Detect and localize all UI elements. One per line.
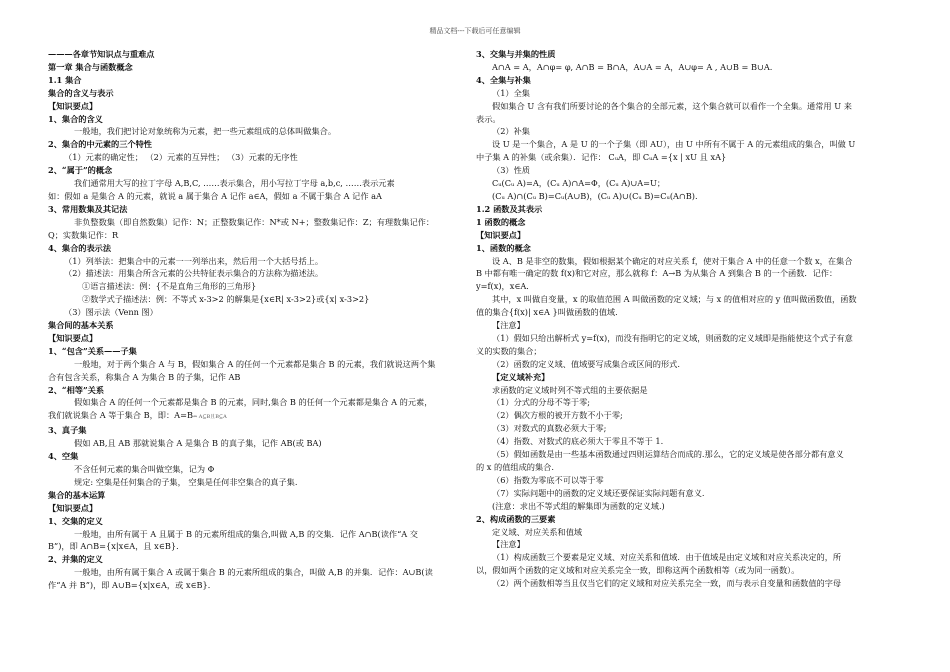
right-line-text: （2）函数的定义域、值域要写成集合或区间的形式.	[492, 358, 680, 369]
left-line	[48, 424, 468, 437]
right-line	[476, 203, 906, 216]
left-line	[48, 463, 468, 476]
left-line-text: 3、真子集	[48, 425, 87, 436]
left-line-text: 4、集合的表示法	[48, 242, 112, 253]
left-line-text: 一般地，由所有属于 A 且属于 B 的元素所组成的集合,叫做 A,B 的交集．记作 A∩B(读作“A 交	[74, 528, 418, 539]
right-line-text: （5）假如函数是由一些基本函数通过四则运算结合而成的.那么，它的定义域是使各部分都有意义	[492, 449, 844, 460]
right-line-text: 以，假如两个函数的定义域和对应关系完全一致，即称这两个函数相等（或为同一函数）。	[476, 565, 800, 576]
right-line-text: 1.2 函数及其表示	[476, 203, 543, 214]
right-line	[476, 293, 906, 306]
right-line-text: 3、交集与并集的性质	[476, 49, 556, 59]
left-line	[48, 553, 468, 566]
right-line-text: 假如集合 U 含有我们所要讨论的各个集合的全部元素，这个集合就可以看作一个全集。通常用 U 来	[492, 100, 852, 111]
right-line	[476, 267, 906, 280]
left-line	[48, 113, 468, 126]
left-line	[48, 306, 468, 319]
left-line-text: （3）图示法（Venn 图）	[64, 307, 158, 318]
right-line	[476, 164, 906, 177]
left-line-text: 1、“包含”关系——子集	[48, 345, 137, 356]
left-line-text: 集合间的基本关系	[48, 320, 114, 331]
left-line	[48, 489, 468, 502]
right-line	[476, 487, 906, 500]
right-line-text: （7）实际问题中的函数的定义域还要保证实际问题有意义.	[492, 487, 705, 498]
left-line-text: 【知识要点】	[48, 332, 98, 343]
right-line-text: 【注意】	[492, 539, 525, 550]
right-line-text: （1）构成函数三个要素是定义域、对应关系和值域．由于值域是由定义域和对应关系决定的，所	[492, 552, 842, 563]
left-line-text: 3、常用数集及其记法	[48, 203, 128, 214]
left-line-text: ———各章节知识点与重难点	[48, 49, 155, 59]
left-line-text: 规定: 空集是任何集合的子集， 空集是任何非空集合的真子集.	[74, 476, 298, 487]
page-header: 精品文档---下载后可任意编辑	[429, 27, 521, 35]
left-line	[48, 450, 468, 463]
right-line	[476, 216, 906, 229]
right-line	[476, 345, 906, 358]
right-line-text: （4）指数、对数式的底必须大于零且不等于 1.	[492, 436, 664, 447]
right-line-text: 其中，x 叫做自变量，x 的取值范围 A 叫做函数的定义域；与 x 的值相对应的 y 值叫做函数值，函数	[492, 294, 857, 305]
right-line	[476, 100, 906, 113]
right-line-text: （1）分式的分母不等于零;	[492, 397, 591, 408]
right-line-text: 义的实数的集合；	[476, 345, 542, 356]
right-line-text: 求函数的定义域时列不等式组的主要依据是	[492, 384, 648, 395]
right-line	[476, 151, 906, 164]
left-line	[48, 332, 468, 345]
left-line-text: 2、并集的定义	[48, 554, 103, 565]
left-line-text: 【知识要点】	[48, 100, 98, 111]
left-line-text: 【知识要点】	[48, 502, 98, 513]
left-line-text: B”)，即 A∩B={x|x∈A，且 x∈B}．	[48, 541, 185, 552]
left-column	[48, 48, 468, 592]
right-line-text: 设 A、B 是非空的数集，假如根据某个确定的对应关系 f，使对于集合 A 中的任意一个数 x，在集合	[492, 255, 853, 266]
left-line	[48, 476, 468, 489]
left-line	[48, 540, 468, 553]
right-line-text: y=f(x)，x∈A．	[476, 281, 535, 292]
left-line	[48, 87, 468, 100]
right-line-text: 【注意】	[492, 320, 525, 331]
right-line	[476, 474, 906, 487]
right-line	[476, 396, 906, 409]
left-line-text: 集合的基本运算	[48, 489, 106, 500]
left-line	[48, 280, 468, 293]
right-line-text: 设 U 是一个集合，A 是 U 的一个子集（即 AU），由 U 中所有不属于 A 的元素组成的集合，叫做 U	[492, 139, 856, 150]
right-line	[476, 422, 906, 435]
right-line	[476, 513, 906, 526]
right-line	[476, 87, 906, 100]
left-line-text: ②数学式子描述法：例：不等式 x-3>2 的解集是{x∈R| x-3>2}或{x| x-3>2}	[82, 294, 370, 305]
right-line-text: 1 函数的概念	[476, 216, 526, 227]
left-line	[48, 190, 468, 203]
right-line	[476, 113, 906, 126]
right-line	[476, 577, 906, 590]
left-line	[48, 319, 468, 332]
left-line-text: 作“A 并 B”)，即 A∪B={x|x∈A，或 x∈B}．	[48, 580, 216, 591]
right-line-text: （3）对数式的真数必须大于零;	[492, 423, 607, 434]
right-column	[476, 48, 906, 590]
left-line-text: 合有包含关系，称集合 A 为集合 B 的子集，记作 AB	[48, 371, 241, 382]
left-line-text: 2、“相等”关系	[48, 384, 105, 395]
left-line-text: 一般地，我们把讨论对象统称为元素，把一些元素组成的总体叫做集合。	[74, 126, 337, 137]
left-line-text: 1、集合的含义	[48, 113, 103, 124]
right-line	[476, 371, 906, 384]
right-line-text: 【定义域补充】	[492, 371, 550, 382]
left-line	[48, 358, 468, 371]
right-line	[476, 242, 906, 255]
right-line	[476, 409, 906, 422]
right-line-text: 的 x 的值组成的集合.	[476, 462, 554, 472]
right-line-text: (注意：求出不等式组的解集即为函数的定义域.)	[492, 500, 665, 511]
right-line	[476, 61, 906, 74]
left-line-text: 第一章 集合与函数概念	[48, 61, 133, 72]
right-line	[476, 500, 906, 513]
left-line-text: 一般地，由所有属于集合 A 或属于集合 B 的元素所组成的集合，叫做 A,B 的并集．记作：A∪B(读	[74, 567, 433, 578]
left-line-text: 2、“属于”的概念	[48, 165, 113, 176]
left-line-text: 我们就说集合 A 等于集合 B，即：A=B	[48, 410, 193, 421]
left-line	[48, 293, 468, 306]
right-line	[476, 48, 906, 61]
right-line	[476, 280, 906, 293]
right-line	[476, 461, 906, 474]
left-line-text: 假如 AB,且 AB 那就说集合 A 是集合 B 的真子集，记作 AB(或 BA)	[74, 438, 322, 449]
left-line-text: 不含任何元素的集合叫做空集，记为 Φ	[74, 464, 215, 474]
left-line-text: （1）元素的确定性； （2）元素的互异性； （3）元素的无序性	[64, 152, 298, 163]
left-line	[48, 579, 468, 592]
right-line	[476, 319, 906, 332]
right-line-text: 1、函数的概念	[476, 242, 531, 253]
right-line-text: 4、全集与补集	[476, 74, 531, 85]
left-line-text: （2）描述法：用集合所含元素的公共特征表示集合的方法称为描述法。	[64, 268, 324, 279]
right-line-text: B 中都有唯一确定的数 f(x)和它对应，那么就称 f：A→B 为从集合 A 到集合 B 的一个函数．记作：	[476, 268, 838, 279]
right-line-text: 表示。	[476, 113, 501, 124]
left-line	[48, 74, 468, 87]
left-line-text: 如：假如 a 是集合 A 的元素，就说 a 属于集合 A 记作 a∈A，假如 a 不属于集合 A 记作 aA	[48, 190, 382, 201]
right-line-text: （1）全集	[492, 87, 530, 98]
right-line-text: 2、构成函数的三要素	[476, 513, 556, 524]
left-line	[48, 125, 468, 138]
right-line	[476, 138, 906, 151]
right-line	[476, 190, 906, 203]
right-line-text: （3）性质	[492, 165, 530, 176]
right-line-text: （6）指数为零底不可以等于零	[492, 474, 604, 485]
left-line	[48, 515, 468, 528]
left-line-note: ⇔ A⊆B且B⊆A	[192, 414, 227, 421]
left-line-text: （1）列举法：把集合中的元素一一列举出来，然后用一个大括号括上。	[64, 255, 324, 266]
right-line	[476, 229, 906, 242]
right-line-text: 定义域、对应关系和值域	[492, 526, 583, 537]
left-line-text: 2、集合的中元素的三个特性	[48, 139, 152, 150]
right-line	[476, 177, 906, 190]
left-line	[48, 61, 468, 74]
left-line-text: ①语言描述法：例：{不是直角三角形的三角形}	[82, 281, 257, 292]
left-line-text: 1、交集的定义	[48, 515, 103, 526]
left-line	[48, 396, 468, 409]
left-line	[48, 164, 468, 177]
left-line	[48, 345, 468, 358]
right-line	[476, 74, 906, 87]
left-line	[48, 409, 468, 424]
left-line	[48, 242, 468, 255]
right-line	[476, 538, 906, 551]
left-line	[48, 267, 468, 280]
right-line-text: (Cᵤ A)∩(Cᵤ B)=Cᵤ(A∪B)，(Cᵤ A)∪(Cᵤ B)=Cᵤ(A∩B).	[492, 190, 698, 201]
left-line	[48, 203, 468, 216]
right-line-text: Cᵤ(Cᵤ A)=A，(Cᵤ A)∩A=Φ，(Cᵤ A)∪A=U；	[492, 178, 666, 189]
right-line-text: 中子集 A 的补集（或余集）．记作： CᵤA，即 CᵤA ={x | xU 且 xA}	[476, 152, 727, 163]
right-line	[476, 564, 906, 577]
left-line	[48, 138, 468, 151]
right-line	[476, 435, 906, 448]
right-line-text: （2）两个函数相等当且仅当它们的定义域和对应关系完全一致，而与表示自变量和函数值的字母	[492, 578, 842, 589]
left-line	[48, 216, 468, 229]
right-line-text: （2）补集	[492, 126, 530, 137]
right-line	[476, 526, 906, 539]
right-line-text: 值的集合{f(x)| x∈A }叫做函数的值域．	[476, 307, 624, 318]
right-line-text: （2）偶次方根的被开方数不小于零;	[492, 410, 623, 421]
left-line-text: 1.1 集合	[48, 74, 82, 85]
left-line-text: Q；实数集记作：R	[48, 229, 119, 240]
right-line	[476, 448, 906, 461]
left-line	[48, 502, 468, 515]
left-line	[48, 371, 468, 384]
left-line	[48, 384, 468, 397]
right-line	[476, 255, 906, 268]
right-line-text: 【知识要点】	[476, 229, 526, 240]
right-line	[476, 125, 906, 138]
right-line	[476, 384, 906, 397]
right-line	[476, 332, 906, 345]
left-line	[48, 151, 468, 164]
left-line-text: 一般地，对于两个集合 A 与 B，假如集合 A 的任何一个元素都是集合 B 的元素，我们就说这两个集	[74, 358, 436, 369]
right-line	[476, 358, 906, 371]
left-line	[48, 100, 468, 113]
left-line-text: 我们通常用大写的拉丁字母 A,B,C, ……表示集合，用小写拉丁字母 a,b,c, ……表示元素	[74, 178, 395, 189]
right-line	[476, 551, 906, 564]
left-line-text: 非负整数集（即自然数集）记作：N；正整数集记作：N*或 N+；整数集记作：Z；有理数集记作：	[74, 216, 435, 227]
left-line	[48, 177, 468, 190]
left-line-text: 假如集合 A 的任何一个元素都是集合 B 的元素，同时,集合 B 的任何一个元素都是集合 A 的元素，	[74, 397, 433, 408]
left-line	[48, 566, 468, 579]
right-line-text: （1）假如只给出解析式 y=f(x)，而没有指明它的定义域，则函数的定义域即是指能使这个式子有意	[492, 332, 853, 343]
left-line	[48, 528, 468, 541]
left-line	[48, 48, 468, 61]
left-line-text: 集合的含义与表示	[48, 87, 114, 98]
left-line-text: 4、空集	[48, 451, 79, 462]
right-line-text: A∩A = A，A∩φ= φ, A∩B = B∩A，A∪A = A，A∪φ= A , A∪B = B∪A.	[492, 61, 773, 72]
left-line	[48, 229, 468, 242]
right-line	[476, 306, 906, 319]
left-line	[48, 437, 468, 450]
left-line	[48, 255, 468, 268]
